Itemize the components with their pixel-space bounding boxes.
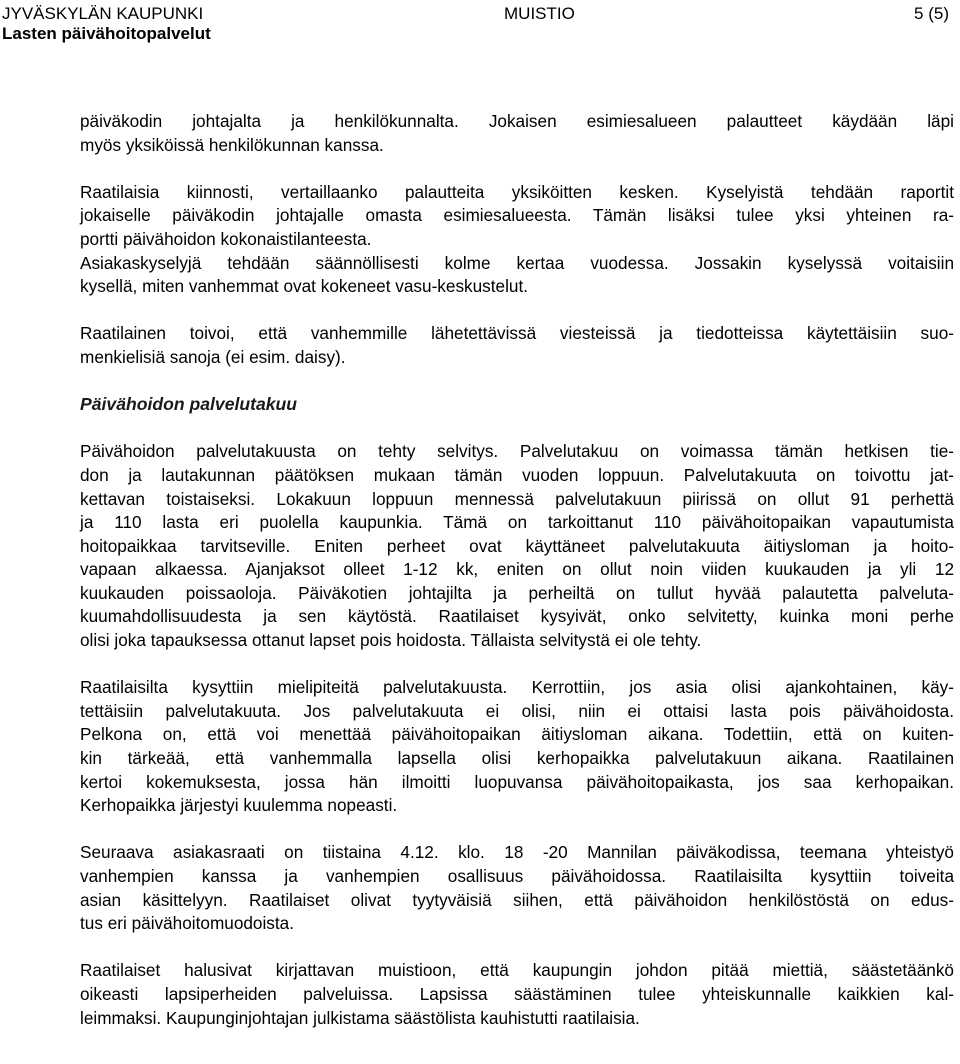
text-line: Pelkona on, että voi menettää päivähoitopaikan äitiysloman aikana. Todettiin, että on kuiten- — [80, 724, 954, 745]
text-line: asian käsittelyyn. Raatilaiset olivat tyytyväisiä siihen, että päivähoidon henkilöstöstä on edus- — [80, 889, 954, 910]
text-line: tus eri päivähoitomuodoista. — [80, 913, 295, 934]
text-line: ja 110 lasta eri puolella kaupunkia. Tämä on tarkoittanut 110 päivähoitopaikan vapautumista — [80, 512, 954, 533]
text-line: tettäisiin palvelutakuuta. Jos palvelutakuuta ei olisi, niin ei ottaisi lasta pois päivähoidosta. — [80, 700, 954, 721]
paragraph — [80, 322, 954, 369]
text-line: olisi joka tapauksessa ottanut lapset pois hoidosta. Tällaista selvitystä ei ole tehty. — [80, 630, 702, 651]
text-line: päiväkodin johtajalta ja henkilökunnalta. Jokaisen esimiesalueen palautteet käydään läpi — [80, 111, 954, 131]
text-line: Raatilaisilta kysyttiin mielipiteitä palvelutakuusta. Kerrottiin, jos asia olisi ajankohtainen, käy- — [80, 677, 954, 698]
paragraph — [80, 181, 954, 299]
text-line: Raatilaisia kiinnosti, vertaillaanko palautteita yksiköitten kesken. Kyselyistä tehdään raportit — [80, 181, 954, 202]
text-line: jokaiselle päiväkodin johtajalle omasta esimiesalueesta. Tämän lisäksi tulee yksi yhteinen ra- — [80, 205, 954, 226]
text-line: vapaan alkaessa. Ajanjaksot olleet 1-12 kk, eniten on ollut noin viiden kuukauden ja yli 12 — [80, 559, 954, 580]
text-line: kuukauden poissaoloja. Päiväkotien johtajilta ja perheiltä on tullut hyvää palautetta palveluta- — [80, 582, 954, 603]
text-line: don ja lautakunnan päätöksen mukaan tämän vuoden loppuun. Palvelutakuuta on toivottu jat- — [80, 464, 954, 485]
text-line: Kerhopaikka järjestyi kuulemma nopeasti. — [80, 795, 398, 816]
department-name: Lasten päivähoitopalvelut — [2, 24, 211, 43]
text-line: kuumahdollisuudesta ja sen käytöstä. Raatilaiset kysyivät, onko selvitetty, kuinka moni perhe — [80, 606, 954, 627]
paragraph — [80, 841, 954, 935]
text-line: Päivähoidon palvelutakuusta on tehty selvitys. Palvelutakuu on voimassa tämän hetkisen tie- — [80, 441, 954, 462]
section-heading: Päivähoidon palvelutakuu — [80, 394, 298, 415]
organization-name: JYVÄSKYLÄN KAUPUNKI — [2, 4, 204, 23]
text-line: Raatilaiset halusivat kirjattavan muistioon, että kaupungin johdon pitää miettiä, säästetäänkö — [80, 960, 954, 981]
text-line: Asiakaskyselyjä tehdään säännöllisesti kolme kertaa vuodessa. Jossakin kyselyssä voitaisiin — [80, 252, 954, 273]
paragraph — [80, 440, 954, 652]
text-line: kin tärkeää, että vanhemmalla lapsella olisi kerhopaikka palvelutakuun aikana. Raatilainen — [80, 748, 954, 769]
text-line: oikeasti lapsiperheiden palveluissa. Lapsissa säästäminen tulee yhteiskunnalle kaikkien kal- — [80, 983, 954, 1004]
document-type: MUISTIO — [504, 4, 575, 23]
text-line: Seuraava asiakasraati on tiistaina 4.12. klo. 18 -20 Mannilan päiväkodissa, teemana yhteistyö — [80, 842, 954, 863]
document-header — [0, 2, 960, 46]
paragraph — [80, 676, 954, 818]
text-line: kysellä, miten vanhemmat ovat kokeneet vasu-keskustelut. — [80, 276, 529, 297]
paragraph — [80, 110, 954, 157]
text-line: menkielisiä sanoja (ei esim. daisy). — [80, 346, 346, 367]
text-line: vanhempien kanssa ja vanhempien osallisuus päivähoidossa. Raatilaisilta kysyttiin toiveita — [80, 866, 954, 886]
text-line: portti päivähoidon kokonaistilanteesta. — [80, 228, 372, 249]
text-line: kettavan toistaiseksi. Lokakuun loppuun mennessä palvelutakuun piirissä on ollut 91 perhettä — [80, 488, 954, 509]
text-line: kertoi kokemuksesta, jossa hän ilmoitti luopuvansa päivähoitopaikasta, jos saa kerhopaikan. — [80, 771, 954, 792]
text-line: Raatilainen toivoi, että vanhemmille lähetettävissä viesteissä ja tiedotteissa käytettäisiin suo- — [80, 323, 954, 344]
text-line: leimmaksi. Kaupunginjohtajan julkistama säästölista kauhistutti raatilaisia. — [80, 1007, 640, 1028]
paragraph — [80, 959, 954, 1030]
text-line: myös yksiköissä henkilökunnan kanssa. — [80, 134, 384, 155]
page-number: 5 (5) — [914, 4, 949, 23]
document-body — [80, 110, 954, 1054]
text-line: hoitopaikkaa tarvitseville. Eniten perheet ovat käyttäneet palvelutakuuta äitiysloman ja hoito- — [80, 535, 954, 556]
